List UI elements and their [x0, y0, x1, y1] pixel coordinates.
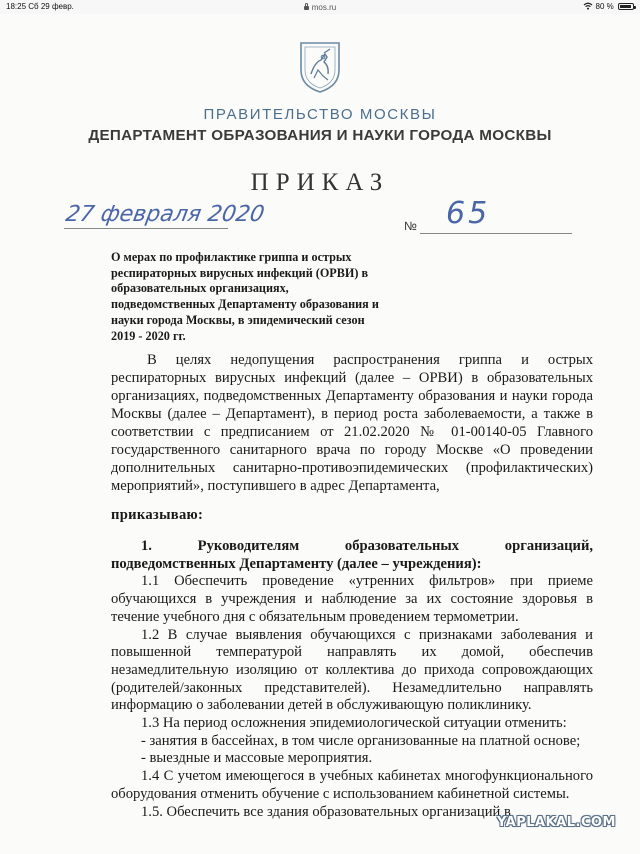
number-label: №: [404, 219, 417, 233]
document-page: [0, 14, 640, 854]
address-bar[interactable]: [0, 3, 640, 12]
org-government: ПРАВИТЕЛЬСТВО МОСКВЫ: [203, 106, 437, 123]
lock-icon: [304, 6, 309, 10]
item-1: 1. Руководителям образовательных организаций, подведомственных Департаменту (далее – учреждения):: [111, 538, 593, 572]
handwritten-number: 65: [446, 196, 491, 231]
status-time-date: 18:25 Сб 29 февр.: [6, 2, 74, 11]
item-1-3-a: - занятия в бассейнах, в том числе организованные на платной основе;: [141, 732, 581, 749]
url-text: mos.ru: [311, 3, 337, 12]
item-1-1: 1.1 Обеспечить проведение «утренних фильтров» при приеме обучающихся в учреждения и наблюдение за их состояние здоровья в течение учебного дня с обязательным проведением термометрии.: [111, 573, 593, 625]
site-watermark: YAPLAKAL.COM: [497, 815, 616, 830]
preamble-text: В целях недопущения распространения гриппа и острых респираторных вирусных инфекций (далее – ОРВИ) в образовательных организациях, подведомственных Департаменту образования и науки города Москвы (далее – Департамент), в период роста заболеваемости, а также в соответствии с предписанием от 21.02.2020 № 01-00140-05 Главного государственного санитарного врача по городу Москве «О проведении дополнительных санитарно-противоэпидемических (профилактических) мероприятий», поступившего в адрес Департамента,: [111, 352, 593, 494]
battery-icon: [618, 3, 634, 10]
document-title: ПРИКАЗ: [250, 169, 390, 196]
status-bar: [0, 0, 640, 14]
status-right: [583, 2, 634, 11]
order-subject: О мерах по профилактике гриппа и острых респираторных вирусных инфекций (ОРВИ) в образовательных организациях, подведомственных Департаменту образования и науки города Москвы, в эпидемический сезон 2019 - 2020 гг.: [111, 250, 379, 343]
item-1-3: 1.3 На период осложнения эпидемиологической ситуации отменить:: [141, 715, 567, 732]
item-1-3-b: - выездные и массовые мероприятия.: [141, 750, 373, 767]
moscow-coat-of-arms-icon: [297, 40, 343, 94]
date-underline: [64, 228, 228, 229]
item-1-5: 1.5. Обеспечить все здания образовательных организаций в: [141, 803, 511, 820]
handwritten-date: 27 февраля 2020: [63, 202, 267, 227]
wifi-icon: [583, 2, 593, 10]
item-1-4: 1.4 С учетом имеющегося в учебных кабинетах многофункционального оборудования отменить обучение с использованием кабинетной системы.: [111, 768, 593, 802]
battery-percent: 80 %: [595, 2, 614, 11]
order-items: [111, 538, 593, 821]
order-word: приказываю:: [111, 507, 204, 523]
item-1-2: 1.2 В случае выявления обучающихся с признаками заболевания и повышенной температурой направлять их домой, обеспечив незамедлительную изоляцию от коллектива до прихода сопровождающих (родителей/законных представителей). Незамедлительно направлять информацию о заболевании детей в обслуживающую поликлинику.: [111, 626, 593, 714]
preamble: [111, 351, 593, 495]
org-department: ДЕПАРТАМЕНТ ОБРАЗОВАНИЯ И НАУКИ ГОРОДА МОСКВЫ: [88, 127, 552, 144]
number-underline: [420, 233, 572, 234]
